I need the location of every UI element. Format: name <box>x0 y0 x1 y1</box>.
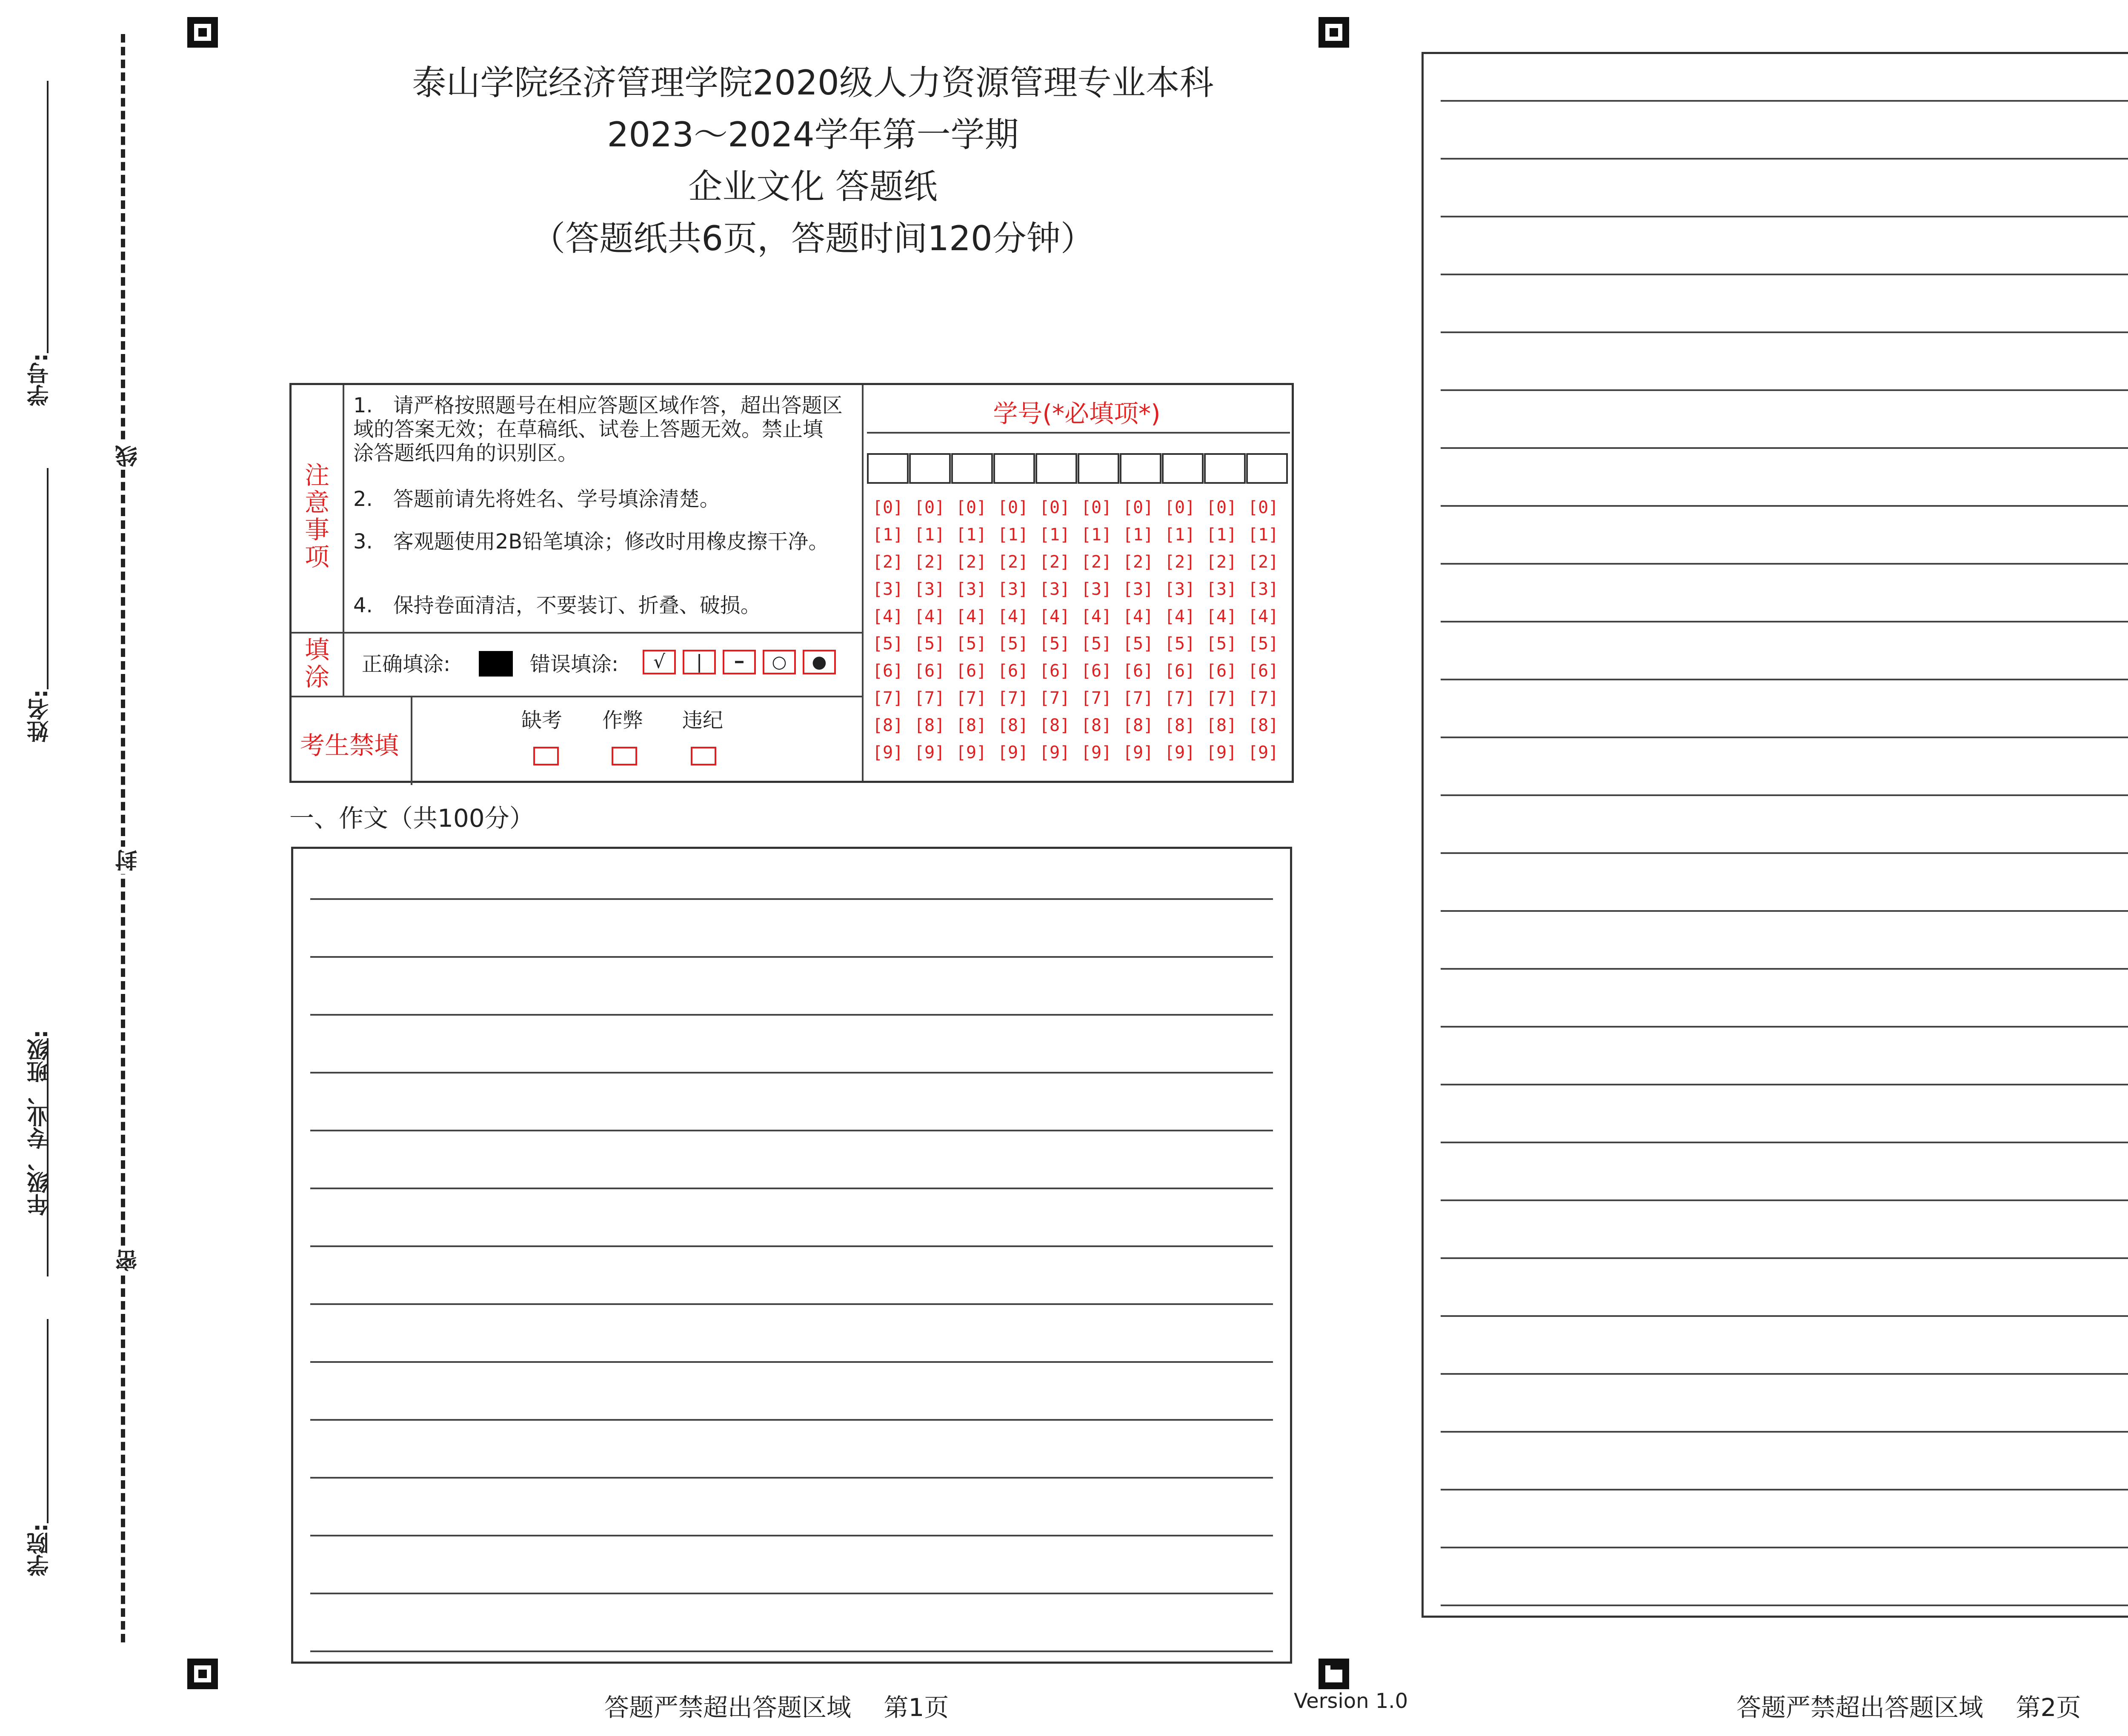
notice-label: 注意事项 <box>304 461 329 571</box>
student-id-bubble-row <box>867 688 1284 708</box>
writing-line <box>310 1245 1273 1247</box>
student-id-bubble[interactable]: [5] <box>1247 634 1279 654</box>
student-id-bubble[interactable]: [1] <box>914 525 945 545</box>
writing-line <box>310 1650 1273 1652</box>
wrong-mark-dash: ━ <box>723 650 756 674</box>
seal-char-secret: 密 <box>112 1247 144 1274</box>
student-id-title: 学号(*必填项*) <box>993 399 1161 428</box>
notice-item-2: 2. 答题前请先将姓名、学号填涂清楚。 <box>353 487 720 511</box>
student-id-bubble[interactable]: [7] <box>955 688 987 708</box>
student-id-bubble[interactable]: [2] <box>997 552 1029 572</box>
student-id-bubble[interactable]: [3] <box>1247 580 1279 599</box>
writing-line <box>1441 794 2128 796</box>
writing-line <box>1441 1605 2128 1606</box>
student-id-bubble[interactable]: [0] <box>997 498 1029 517</box>
student-id-entry-box[interactable] <box>909 453 951 484</box>
writing-line <box>310 1303 1273 1305</box>
student-id-bubble[interactable]: [3] <box>1122 580 1154 599</box>
writing-line <box>1441 679 2128 680</box>
writing-line <box>310 1419 1273 1421</box>
forbidden-option-absent: 缺考 <box>521 708 563 732</box>
student-id-bubble[interactable]: [6] <box>1039 661 1070 681</box>
student-id-bubble[interactable]: [9] <box>872 743 904 762</box>
student-id-bubble[interactable]: [6] <box>997 661 1029 681</box>
student-id-bubble[interactable]: [4] <box>1081 607 1112 626</box>
student-id-bubble[interactable]: [6] <box>1206 661 1237 681</box>
student-id-bubble[interactable]: [6] <box>872 661 904 681</box>
student-id-bubble-row <box>867 634 1284 654</box>
writing-line <box>1441 737 2128 738</box>
student-id-bubble[interactable]: [0] <box>955 498 987 517</box>
student-id-bubble[interactable]: [3] <box>1039 580 1070 599</box>
fill-label: 填涂 <box>304 635 329 691</box>
student-id-bubble[interactable]: [2] <box>1122 552 1154 572</box>
writing-line <box>310 956 1273 958</box>
student-id-bubble[interactable]: [9] <box>1206 743 1237 762</box>
student-id-bubble[interactable]: [5] <box>872 634 904 654</box>
student-id-entry-box[interactable] <box>993 453 1035 484</box>
student-id-bubble[interactable]: [8] <box>1164 716 1196 735</box>
student-id-bubble-row <box>867 498 1284 517</box>
student-id-bubble[interactable]: [1] <box>1247 525 1279 545</box>
writing-line <box>310 1361 1273 1363</box>
student-id-write-line <box>47 81 49 353</box>
writing-line <box>1441 1199 2128 1201</box>
footer-page1: 答题严禁超出答题区域 第1页 <box>604 1693 949 1722</box>
student-id-bubble[interactable]: [5] <box>1039 634 1070 654</box>
writing-line <box>1441 1142 2128 1143</box>
student-id-bubble[interactable]: [5] <box>1164 634 1196 654</box>
writing-line <box>1441 1026 2128 1028</box>
writing-line <box>1441 216 2128 217</box>
student-id-bubble[interactable]: [9] <box>1081 743 1112 762</box>
student-id-entry-box[interactable] <box>1204 453 1246 484</box>
student-id-bubble[interactable]: [6] <box>1164 661 1196 681</box>
writing-line <box>310 1072 1273 1074</box>
student-id-bubble-row <box>867 607 1284 626</box>
student-id-bubble[interactable]: [7] <box>872 688 904 708</box>
student-id-bubble[interactable]: [3] <box>872 580 904 599</box>
student-id-bubble[interactable]: [1] <box>955 525 987 545</box>
student-id-bubble[interactable]: [6] <box>914 661 945 681</box>
student-id-bubble[interactable]: [4] <box>1206 607 1237 626</box>
student-id-bubble[interactable]: [2] <box>914 552 945 572</box>
writing-line <box>310 1593 1273 1594</box>
writing-line <box>1441 910 2128 912</box>
exam-title-line3: 企业文化 答题纸 <box>688 167 938 206</box>
seal-char-seal: 封 <box>112 847 144 874</box>
writing-line <box>1441 621 2128 622</box>
student-id-bubble[interactable]: [7] <box>1122 688 1154 708</box>
student-id-bubble[interactable]: [9] <box>1122 743 1154 762</box>
forbidden-box-violation[interactable] <box>691 747 716 765</box>
exam-title-line2: 2023～2024学年第一学期 <box>607 115 1019 154</box>
writing-line <box>310 1477 1273 1479</box>
writing-line <box>1441 1547 2128 1548</box>
student-id-bubble[interactable]: [4] <box>1164 607 1196 626</box>
student-id-bubble[interactable]: [2] <box>955 552 987 572</box>
student-id-bubble[interactable]: [9] <box>1247 743 1279 762</box>
student-id-bubble[interactable]: [0] <box>914 498 945 517</box>
student-id-bubble[interactable]: [8] <box>997 716 1029 735</box>
student-id-bubble[interactable]: [9] <box>955 743 987 762</box>
student-id-bubble-row <box>867 743 1284 762</box>
student-id-bubble[interactable]: [2] <box>1206 552 1237 572</box>
student-id-bubble[interactable]: [1] <box>1206 525 1237 545</box>
student-id-bubble[interactable]: [6] <box>1081 661 1112 681</box>
forbidden-label: 考生禁填 <box>300 731 399 760</box>
student-id-bubble[interactable]: [7] <box>1206 688 1237 708</box>
essay-section-title: 一、作文（共100分） <box>289 804 534 833</box>
student-id-bubble[interactable]: [5] <box>914 634 945 654</box>
registration-marker-top-left <box>187 17 218 48</box>
writing-line <box>1441 1489 2128 1490</box>
student-id-bubble[interactable]: [7] <box>997 688 1029 708</box>
writing-line <box>310 1130 1273 1131</box>
student-id-bubble[interactable]: [0] <box>872 498 904 517</box>
writing-line <box>1441 100 2128 102</box>
student-id-bubble[interactable]: [0] <box>1164 498 1196 517</box>
writing-line <box>1441 1315 2128 1317</box>
student-id-bubble[interactable]: [7] <box>1081 688 1112 708</box>
student-id-bubble[interactable]: [8] <box>1122 716 1154 735</box>
writing-line <box>1441 852 2128 854</box>
college-write-line <box>47 1319 49 1523</box>
student-id-bubble[interactable]: [5] <box>1081 634 1112 654</box>
forbidden-box-cheat[interactable] <box>612 747 637 765</box>
student-id-bubble-row <box>867 661 1284 681</box>
essay-answer-area-page2[interactable] <box>1422 52 2128 1618</box>
student-id-bubble[interactable]: [8] <box>914 716 945 735</box>
student-id-bubble[interactable]: [5] <box>997 634 1029 654</box>
student-id-bubble[interactable]: [2] <box>1039 552 1070 572</box>
student-id-side-label: 学号: <box>27 353 53 406</box>
student-id-entry-box[interactable] <box>1246 453 1288 484</box>
writing-line <box>1441 274 2128 275</box>
student-id-bubble[interactable]: [6] <box>955 661 987 681</box>
student-id-bubble[interactable]: [5] <box>955 634 987 654</box>
student-id-bubble[interactable]: [7] <box>914 688 945 708</box>
writing-line <box>310 1535 1273 1536</box>
student-id-bubble[interactable]: [7] <box>1164 688 1196 708</box>
writing-line <box>1441 389 2128 391</box>
student-id-bubble-row <box>867 580 1284 599</box>
student-id-bubble[interactable]: [5] <box>1206 634 1237 654</box>
fill-wrong-samples <box>643 650 838 678</box>
student-id-entry-row <box>867 453 1290 485</box>
student-id-bubble[interactable]: [9] <box>914 743 945 762</box>
notice-item-3: 3. 客观题使用2B铅笔填涂；修改时用橡皮擦干净。 <box>353 530 829 554</box>
student-id-bubble[interactable]: [2] <box>1081 552 1112 572</box>
student-id-bubble[interactable]: [3] <box>997 580 1029 599</box>
student-id-bubble[interactable]: [3] <box>1164 580 1196 599</box>
student-id-bubble[interactable]: [2] <box>1247 552 1279 572</box>
forbidden-box-absent[interactable] <box>533 747 559 765</box>
registration-marker-bottom-left <box>187 1659 218 1689</box>
writing-line <box>1441 447 2128 449</box>
student-id-entry-box[interactable] <box>951 453 993 484</box>
writing-line <box>1441 1373 2128 1375</box>
student-id-bubble[interactable]: [4] <box>872 607 904 626</box>
student-id-bubble[interactable]: [0] <box>1122 498 1154 517</box>
seal-char-line: 线 <box>112 443 144 470</box>
student-id-entry-box[interactable] <box>1120 453 1161 484</box>
writing-line <box>1441 1084 2128 1085</box>
student-id-entry-box[interactable] <box>867 453 909 484</box>
footer-version: Version 1.0 <box>1294 1689 1408 1713</box>
student-id-bubble[interactable]: [1] <box>1039 525 1070 545</box>
writing-line <box>310 1188 1273 1189</box>
student-id-bubble[interactable]: [4] <box>914 607 945 626</box>
writing-line <box>1441 158 2128 160</box>
student-id-bubble[interactable]: [0] <box>1039 498 1070 517</box>
student-id-bubble[interactable]: [8] <box>872 716 904 735</box>
student-id-bubble[interactable]: [8] <box>1247 716 1279 735</box>
student-id-bubble[interactable]: [7] <box>1247 688 1279 708</box>
college-side-label: 学院: <box>27 1523 53 1576</box>
student-id-bubble[interactable]: [4] <box>955 607 987 626</box>
student-id-bubble[interactable]: [5] <box>1122 634 1154 654</box>
student-id-bubble[interactable]: [3] <box>1081 580 1112 599</box>
student-id-entry-box[interactable] <box>1035 453 1077 484</box>
wrong-mark-bar: | <box>683 650 716 674</box>
student-id-bubble[interactable]: [4] <box>1247 607 1279 626</box>
exam-title-line4: （答题纸共6页，答题时间120分钟） <box>531 219 1095 258</box>
student-id-bubble[interactable]: [9] <box>1039 743 1070 762</box>
binding-dashed-line <box>121 34 125 1642</box>
student-id-bubble[interactable]: [4] <box>1122 607 1154 626</box>
student-id-bubble[interactable]: [1] <box>872 525 904 545</box>
writing-line <box>1441 331 2128 333</box>
writing-line <box>1441 563 2128 565</box>
footer-page2: 答题严禁超出答题区域 第2页 <box>1736 1693 2081 1722</box>
essay-answer-area-page1[interactable] <box>291 847 1292 1664</box>
name-write-line <box>47 468 49 689</box>
student-id-bubble-grid <box>867 498 1290 774</box>
student-id-bubble[interactable]: [4] <box>1039 607 1070 626</box>
notice-item-4: 4. 保持卷面清洁，不要装订、折叠、破损。 <box>353 594 761 617</box>
student-id-bubble[interactable]: [9] <box>997 743 1029 762</box>
writing-line <box>1441 968 2128 970</box>
student-id-bubble[interactable]: [1] <box>1081 525 1112 545</box>
fill-correct-sample <box>479 651 513 677</box>
student-id-bubble[interactable]: [8] <box>1081 716 1112 735</box>
class-side-label: 年级、专业、班级: <box>27 1030 53 1216</box>
student-id-bubble[interactable]: [2] <box>1164 552 1196 572</box>
notice-item-1: 1. 请严格按照题号在相应答题区域作答，超出答题区域的答案无效；在草稿纸、试卷上答题无效。禁止填涂答题纸四角的识别区。 <box>353 394 843 465</box>
student-id-bubble[interactable]: [0] <box>1081 498 1112 517</box>
writing-line <box>1441 1431 2128 1433</box>
forbidden-option-cheat: 作弊 <box>602 708 644 732</box>
student-id-entry-box[interactable] <box>1078 453 1119 484</box>
student-id-bubble[interactable]: [0] <box>1247 498 1279 517</box>
exam-title-line1: 泰山学院经济管理学院2020级人力资源管理专业本科 <box>412 63 1214 103</box>
student-id-bubble[interactable]: [0] <box>1206 498 1237 517</box>
wrong-mark-dot: ● <box>803 650 836 674</box>
writing-line <box>1441 1257 2128 1259</box>
student-id-bubble-row <box>867 716 1284 735</box>
forbidden-option-violation: 违纪 <box>682 708 724 732</box>
writing-line <box>1441 505 2128 507</box>
student-id-bubble[interactable]: [3] <box>1206 580 1237 599</box>
fill-correct-label: 正确填涂: <box>362 652 451 676</box>
registration-marker-top-center <box>1319 17 1349 48</box>
student-id-bubble[interactable]: [8] <box>1039 716 1070 735</box>
registration-marker-bottom-center <box>1319 1659 1349 1689</box>
name-side-label: 姓名: <box>27 689 53 742</box>
fill-wrong-label: 错误填涂: <box>530 652 619 676</box>
info-table <box>289 383 1294 783</box>
student-id-bubble-row <box>867 525 1284 545</box>
wrong-mark-check: √ <box>643 650 676 674</box>
student-id-bubble[interactable]: [9] <box>1164 743 1196 762</box>
student-id-bubble[interactable]: [8] <box>955 716 987 735</box>
student-id-bubble-row <box>867 552 1284 572</box>
writing-line <box>310 898 1273 900</box>
student-id-entry-box[interactable] <box>1162 453 1204 484</box>
student-id-bubble[interactable]: [3] <box>914 580 945 599</box>
student-id-bubble[interactable]: [8] <box>1206 716 1237 735</box>
student-id-bubble[interactable]: [7] <box>1039 688 1070 708</box>
writing-line <box>310 1014 1273 1016</box>
student-id-bubble[interactable]: [3] <box>955 580 987 599</box>
student-id-bubble[interactable]: [1] <box>1164 525 1196 545</box>
student-id-bubble[interactable]: [6] <box>1247 661 1279 681</box>
student-id-bubble[interactable]: [1] <box>1122 525 1154 545</box>
wrong-mark-circle: ○ <box>763 650 796 674</box>
student-id-bubble[interactable]: [1] <box>997 525 1029 545</box>
student-id-bubble[interactable]: [6] <box>1122 661 1154 681</box>
student-id-bubble[interactable]: [2] <box>872 552 904 572</box>
student-id-bubble[interactable]: [4] <box>997 607 1029 626</box>
